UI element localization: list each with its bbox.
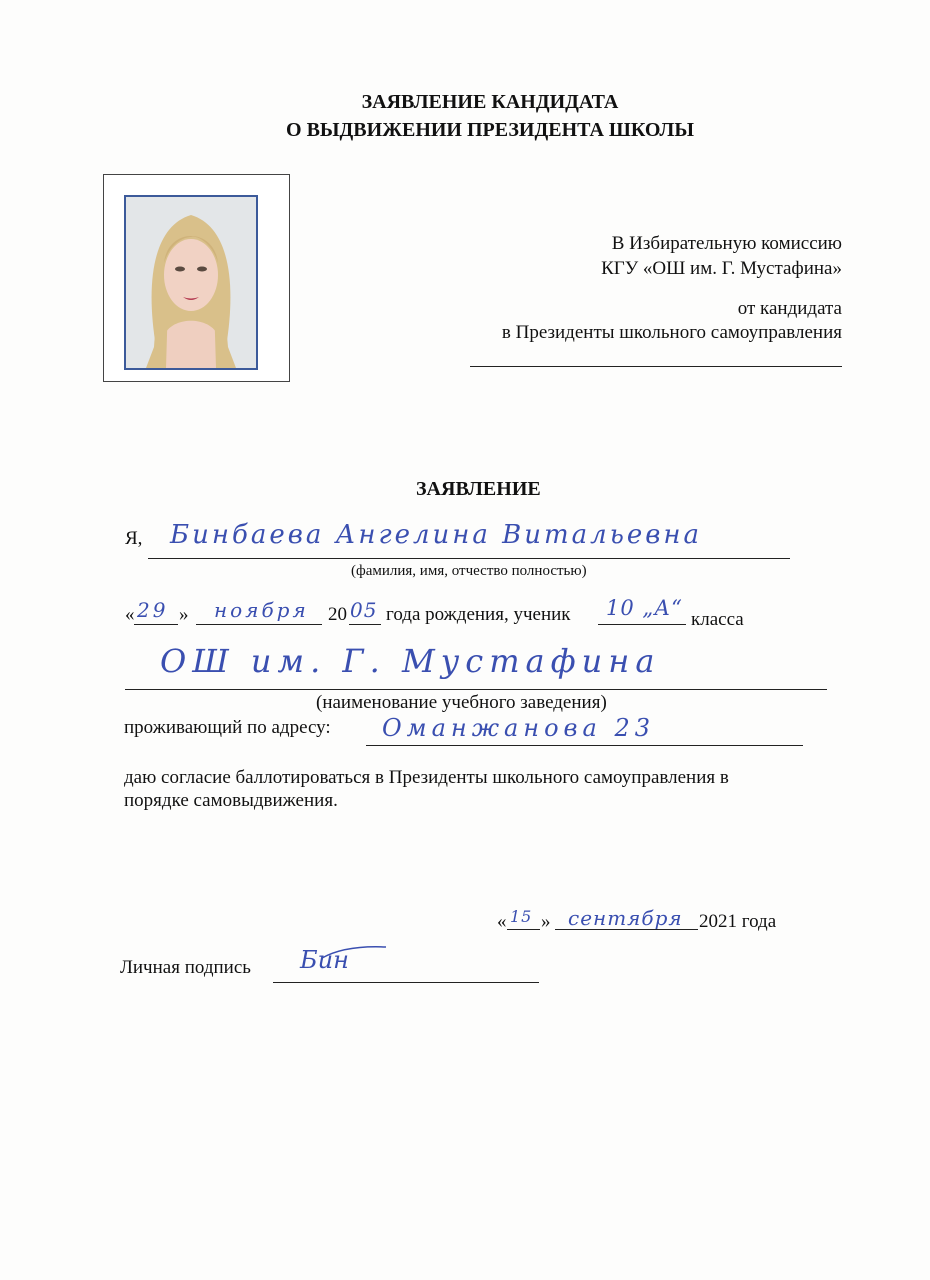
residence-handwritten: Оманжанова 23 — [382, 714, 655, 742]
fullname-underline — [148, 558, 790, 559]
school-handwritten: ОШ им. Г. Мустафина — [160, 642, 661, 680]
class-underline — [598, 624, 686, 625]
signature-underline — [273, 982, 539, 983]
signature-label: Личная подпись — [120, 957, 251, 978]
birth-day-underline — [134, 624, 178, 625]
sign-quote-close: » — [541, 911, 551, 932]
fullname-caption: (фамилия, имя, отчество полностью) — [351, 563, 587, 579]
statement-heading: ЗАЯВЛЕНИЕ — [416, 478, 541, 500]
class-handwritten: 10 „А“ — [606, 596, 683, 620]
sign-day-handwritten: 15 — [510, 907, 533, 926]
school-name-line: КГУ «ОШ им. Г. Мустафина» — [601, 258, 842, 279]
birth-day-handwritten: 29 — [137, 598, 169, 622]
candidate-role-line: в Президенты школьного самоуправления — [501, 322, 842, 343]
consent-line1: даю согласие баллотироваться в Президенты школьного самоуправления в — [124, 767, 729, 788]
document-title-line2: О ВЫДВИЖЕНИИ ПРЕЗИДЕНТА ШКОЛЫ — [286, 119, 694, 141]
birth-year-underline — [349, 624, 381, 625]
birth-text: года рождения, ученик — [386, 604, 571, 625]
ya-prefix: Я, — [125, 528, 143, 549]
consent-line2: порядке самовыдвижения. — [124, 790, 338, 811]
signature-flourish — [320, 944, 390, 964]
school-caption: (наименование учебного заведения) — [316, 692, 607, 713]
birth-year-handwritten: 05 — [350, 598, 378, 622]
residence-label: проживающий по адресу: — [124, 717, 331, 738]
document-title-line1: ЗАЯВЛЕНИЕ КАНДИДАТА — [361, 91, 619, 113]
commission-line: В Избирательную комиссию — [611, 233, 842, 254]
candidate-photo — [124, 195, 258, 370]
birth-month-underline — [196, 624, 322, 625]
birth-quote-open: « — [125, 604, 135, 625]
candidate-name-blank — [470, 366, 842, 367]
school-underline — [125, 689, 827, 690]
class-suffix: класса — [691, 609, 744, 630]
sign-quote-open: « — [497, 911, 507, 932]
from-candidate-line: от кандидата — [737, 298, 842, 319]
portrait-image — [126, 197, 256, 368]
year-prefix: 20 — [328, 604, 347, 625]
birth-quote-close: » — [179, 604, 189, 625]
fullname-handwritten: Бинбаева Ангелина Витальевна — [170, 520, 703, 550]
signature-handwritten: Бин — [300, 946, 349, 974]
birth-month-handwritten: ноября — [214, 598, 309, 622]
sign-day-underline — [507, 929, 540, 930]
sign-year-text: 2021 года — [699, 911, 777, 932]
residence-underline — [366, 745, 803, 746]
sign-month-handwritten: сентября — [568, 906, 683, 930]
